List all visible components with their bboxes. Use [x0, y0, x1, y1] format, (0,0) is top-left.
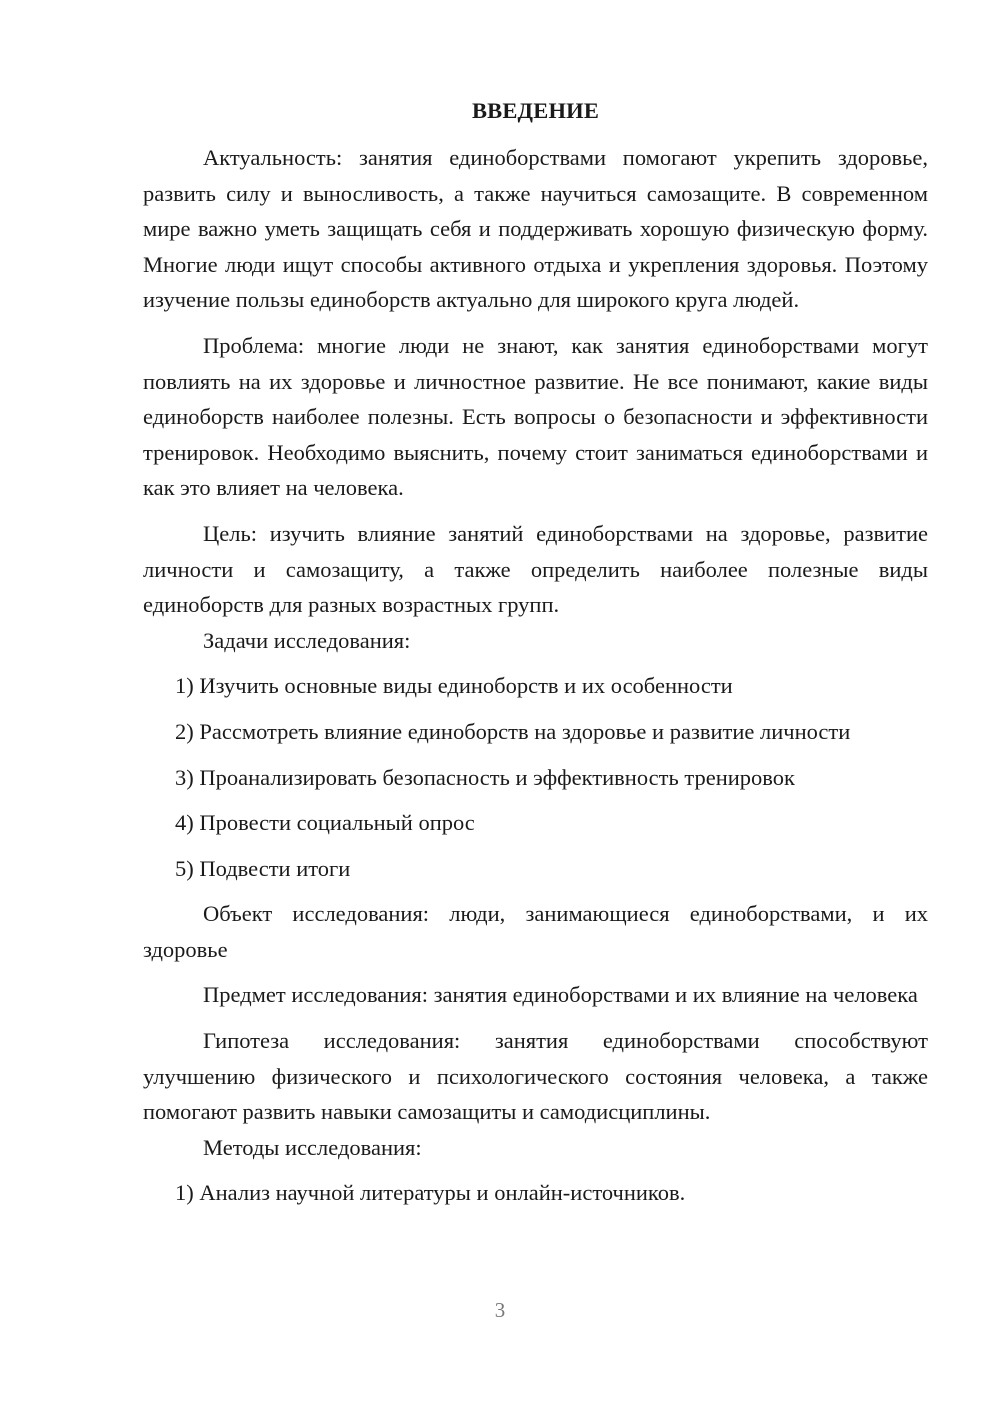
task-item-2: 2) Рассмотреть влияние единоборств на здоровье и развитие личности: [175, 718, 851, 744]
page-content: [143, 96, 928, 1211]
methods-list: [143, 1175, 928, 1211]
relevance-paragraph: Актуальность: занятия единоборствами помогают укрепить здоровье, развить силу и выносливость, а также научиться самозащите. В современном мире важно уметь защищать себя и поддерживать хорошую физическую форму. Многие люди ищут способы активного отдыха и укрепления здоровья. Поэтому изучение пользы единоборств актуально для широкого круга людей.: [143, 145, 928, 313]
page-number: 3: [494, 1298, 506, 1322]
task-item-4: 4) Провести социальный опрос: [175, 810, 475, 836]
problem-paragraph: Проблема: многие люди не знают, как занятия единоборствами могут повлиять на их здоровье и личностное развитие. Не все понимают, какие виды единоборств наиболее полезны. Есть вопросы о безопасности и эффективности тренировок. Необходимо выяснить, почему стоит заниматься единоборствами и как это влияет на человека.: [143, 332, 928, 501]
task-item-3: 3) Проанализировать безопасность и эффективность тренировок: [175, 764, 795, 790]
task-item-5: 5) Подвести итоги: [175, 855, 351, 881]
object-paragraph: Объект исследования: люди, занимающиеся единоборствами, и их здоровье: [143, 901, 928, 962]
subject-paragraph: Предмет исследования: занятия единоборствами и их влияние на человека: [203, 982, 918, 1008]
methods-heading: Методы исследования:: [203, 1134, 422, 1160]
tasks-list: [143, 668, 928, 886]
task-item-1: 1) Изучить основные виды единоборств и их особенности: [175, 673, 733, 699]
method-item-1: 1) Анализ научной литературы и онлайн-источников.: [175, 1180, 686, 1206]
goal-paragraph: Цель: изучить влияние занятий единоборствами на здоровье, развитие личности и самозащиту, а также определить наиболее полезные виды единоборств для разных возрастных групп.: [143, 520, 928, 618]
hypothesis-paragraph: Гипотеза исследования: занятия единоборствами способствуют улучшению физического и психологического состояния человека, а также помогают развить навыки самозащиты и самодисциплины.: [143, 1028, 928, 1125]
section-title: ВВЕДЕНИЕ: [471, 98, 600, 123]
tasks-heading: Задачи исследования:: [203, 627, 411, 653]
